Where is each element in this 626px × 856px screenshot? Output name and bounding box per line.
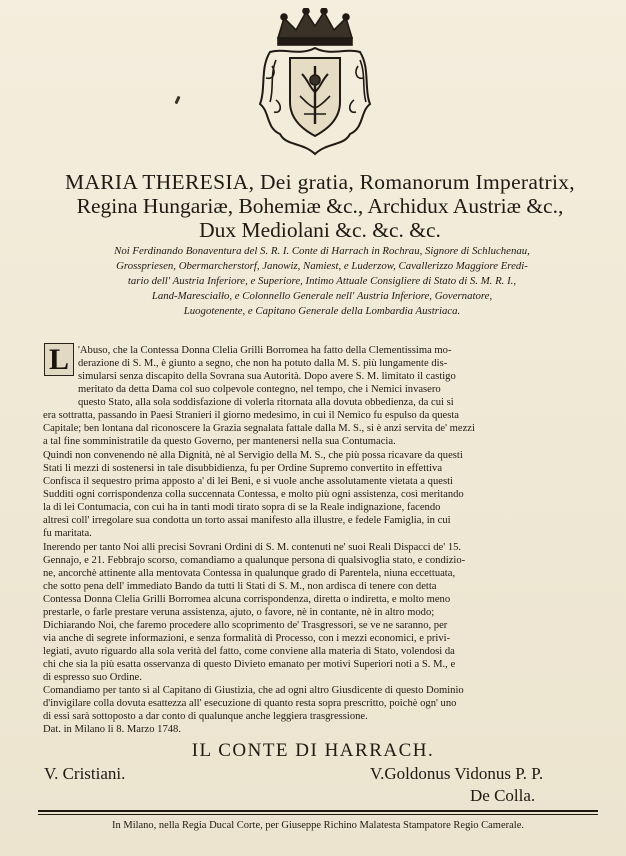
heading-line-3: Dux Mediolani &c. &c. &c. bbox=[199, 218, 441, 242]
divider-rule-thin bbox=[38, 814, 598, 815]
body-line: la di lei Contumacia, con cui ha in tanti modi tirato sopra di se la Reale indignazione, facendo bbox=[43, 502, 441, 513]
body-line: era sottratta, passando in Paesi Stranieri il giorno medesimo, in cui il Nemico fu espulso da questa bbox=[43, 410, 460, 421]
body-line: Gennajo, e 21. Febbrajo scorso, comandiamo a qualunque persona di qualsivoglia stato, e condizio- bbox=[43, 555, 466, 566]
signature-right: V.Goldonus Vidonus P. P. bbox=[370, 764, 544, 783]
drop-cap-letter: L bbox=[48, 343, 69, 376]
body-line: 'Abuso, che la Contessa Donna Clelia Grilli Borromea ha fatto della Clementissima mo- bbox=[78, 345, 452, 356]
body-line: di essi sarà sottoposto a dar conto di qualunque anche leggiera trasgressione. bbox=[43, 711, 368, 722]
intro-line: Land-Marescialło, e Colonnello Generale nell' Austria Inferiore, Governatore, bbox=[151, 290, 493, 302]
body-line: Stati li mezzi di sostenersi in tale disubbidienza, fu per Ordine Supremo convertito in effettiva bbox=[43, 463, 443, 474]
body-line: d'invigilare colla dovuta esattezza all' esecuzione di quanto resta sopra prescritto, poichè ogn' uno bbox=[43, 698, 457, 709]
body-line: questo Stato, alla sola soddisfazione di volerla ritornata alla dovuta obbedienza, da cui si bbox=[78, 397, 454, 408]
body-line: a tal fine somministratile da questo Governo, per mantenersi nella sua Contumacia. bbox=[43, 436, 396, 447]
signature-left: V. Cristiani. bbox=[44, 764, 126, 783]
body-line: Dichiarando Noi, che faremo procedere allo scoprimento de' Trasgressori, se ve ne saranno, per bbox=[43, 620, 448, 631]
intro-line: Grosspriesen, Obermarcherstorf, Janowiz, Namiest, e Luderzow, Cavallerizzo Maggiore Eredi- bbox=[116, 260, 528, 272]
body-line: derazione di S. M., è giunto a segno, che non ha potuto dalla M. S. più lungamente dis- bbox=[78, 358, 448, 369]
intro-line: tario dell' Austria Inferiore, e Superiore, Intimo Attuale Consigliere di Stato di S. M. R. I., bbox=[127, 275, 517, 287]
signature-right-2: De Colla. bbox=[470, 786, 536, 805]
body-line: prestarle, o farle prestare veruna assistenza, ajuto, o favore, nè in contante, nè in altro modo; bbox=[43, 607, 435, 618]
heading-line-1: MARIA THERESIA, Dei gratia, Romanorum Imperatrix, bbox=[65, 170, 575, 194]
body-line: legiati, avuto riguardo alla sola verità del fatto, come conviene alla materia di Stato, volendosi da bbox=[43, 646, 455, 657]
date-line: Dat. in Milano li 8. Marzo 1748. bbox=[43, 724, 181, 735]
body-line: Inerendo per tanto Noi alli precisi Sovrani Ordini di S. M. contenuti ne' suoi Reali Dispacci de' 15. bbox=[43, 542, 462, 553]
body-line: fu maritata. bbox=[43, 528, 92, 539]
signature-main: IL CONTE DI HARRACH. bbox=[191, 740, 435, 761]
body-line: ne, ancorchè attinente alla mentovata Contessa in qualunque grado di Parentela, niuna eccettuata, bbox=[43, 568, 456, 579]
heading-line-2: Regina Hungariæ, Bohemiæ &c., Archidux Austriæ &c., bbox=[76, 194, 564, 218]
body-line: altresì coll' irregolare sua condotta un torto assai manifesto alla illustre, e fedele Famiglia, in cui bbox=[43, 515, 451, 526]
intro-line: Luogotenente, e Capitano Generale della Lombardia Austriaca. bbox=[183, 305, 461, 317]
intro-line: Noi Ferdinando Bonaventura del S. R. I. Conte di Harrach in Rochrau, Signore di Schluchenau, bbox=[114, 245, 530, 257]
divider-rule bbox=[38, 810, 598, 812]
body-line: di espresso suo Ordine. bbox=[43, 672, 142, 683]
body-line: Confisca il sequestro prima apposto a' di lei Beni, e si vuole anche assolutamente vietata a questi bbox=[43, 476, 453, 487]
body-line: meritato da detta Dama col suo colpevole contegno, nel tempo, che i Nemici invasero bbox=[78, 384, 441, 395]
drop-cap bbox=[44, 343, 74, 376]
body-line: Capitale; ben lontana dal riconoscere la Grazia segnalata fattale dalla M. S., si è anzi servita de' mezzi bbox=[43, 423, 475, 434]
body-line: Comandiamo per tanto sì al Capitano di Giustizia, che ad ogni altro Giusdicente di questo Dominio bbox=[43, 685, 464, 696]
body-line: via anche di segrete informazioni, e senza formalità di Processo, con i mezzi economici, e privi- bbox=[43, 633, 451, 644]
body-line: simularsi senza discapito della Sovrana sua Autorità. Dopo avere S. M. limitato il castigo bbox=[78, 371, 456, 382]
body-line: che sotto pena dell' immediato Bando da tutti li Stati di S. M., non ardisca di tenere con detta bbox=[43, 581, 437, 592]
ink-mark bbox=[174, 96, 180, 105]
crowned-coat-of-arms-icon bbox=[256, 8, 374, 156]
body-line: chi che sia la più esatta osservanza di questo Divieto emanato per motivi Superiori noti a S. M., e bbox=[43, 659, 456, 670]
body-line: Contessa Donna Clelia Grilli Borromea alcuna corrispondenza, diretta o indiretta, e molto meno bbox=[43, 594, 451, 605]
printer-imprint: In Milano, nella Regia Ducal Corte, per Giuseppe Richino Malatesta Stampatore Regio Camerale. bbox=[111, 820, 524, 831]
body-line: Quindi non convenendo nè alla Dignità, nè al Servigio della M. S., che più possa ricavare da questi bbox=[43, 450, 463, 461]
body-line: Sudditi ogni corrispondenza colla succennata Contessa, e molto più ogni assistenza, così meritando bbox=[43, 489, 464, 500]
